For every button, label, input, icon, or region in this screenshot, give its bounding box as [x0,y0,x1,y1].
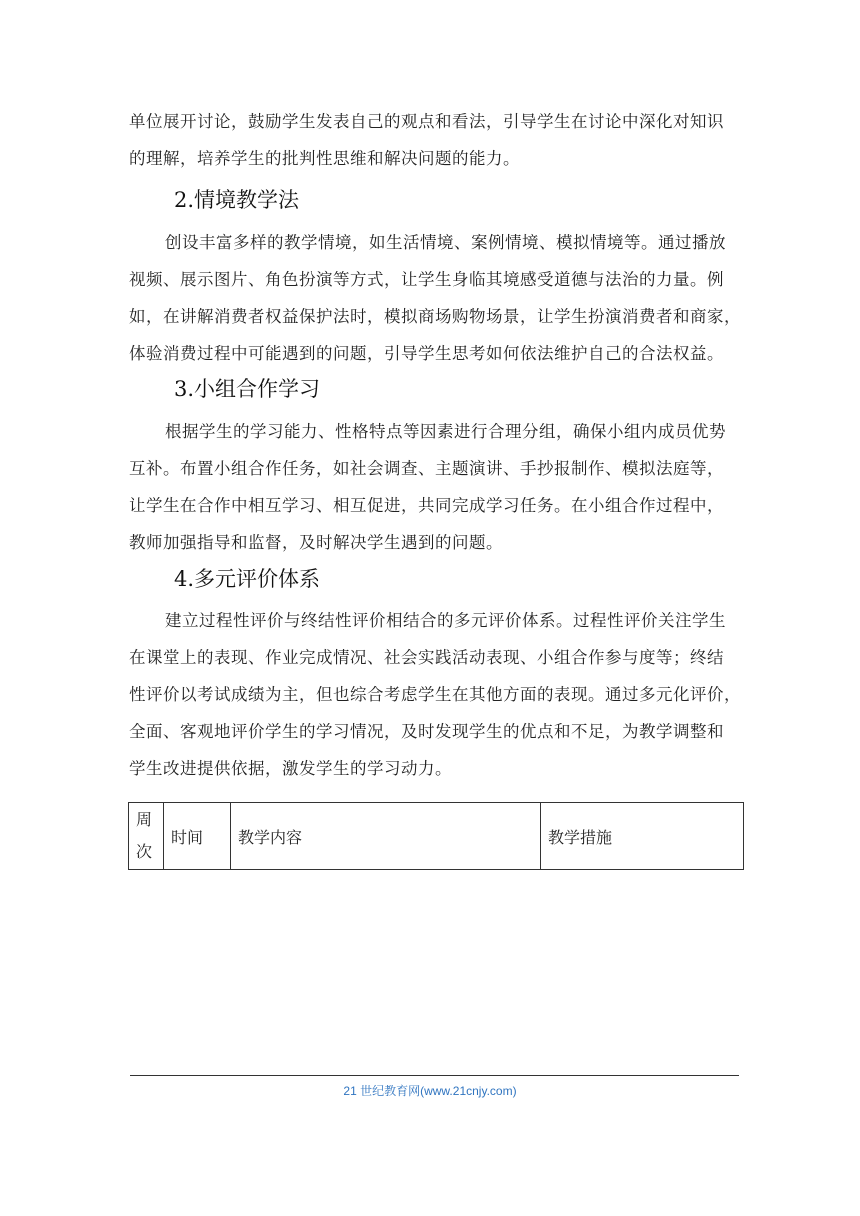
header-cell-time: 时间 [164,803,231,870]
header-cell-measures: 教学措施 [541,803,744,870]
header-week-line: 周 [136,810,153,829]
text-line: 根据学生的学习能力、性格特点等因素进行合理分组，确保小组内成员优势 [165,422,726,441]
section-heading-situational-teaching: 2.情境教学法 [174,188,300,212]
text-line: 体验消费过程中可能遇到的问题，引导学生思考如何依法维护自己的合法权益。 [129,344,724,363]
table-header-row [129,803,744,870]
section-heading-group-cooperation: 3.小组合作学习 [174,377,321,401]
text-line: 视频、展示图片、角色扮演等方式，让学生身临其境感受道德与法治的力量。例 [129,270,724,289]
text-line: 学生改进提供依据，激发学生的学习动力。 [129,759,452,778]
header-cell-week [129,803,164,870]
paragraph-discussion-continued [129,103,739,177]
text-line: 创设丰富多样的教学情境，如生活情境、案例情境、模拟情境等。通过播放 [165,233,726,252]
text-line: 的理解，培养学生的批判性思维和解决问题的能力。 [129,149,520,168]
text-line: 让学生在合作中相互学习、相互促进，共同完成学习任务。在小组合作过程中， [129,496,724,515]
text-line: 如，在讲解消费者权益保护法时，模拟商场购物场景，让学生扮演消费者和商家， [129,307,741,326]
header-week-line: 次 [136,842,153,861]
text-line: 互补。布置小组合作任务，如社会调查、主题演讲、手抄报制作、模拟法庭等， [129,459,724,478]
text-line: 在课堂上的表现、作业完成情况、社会实践活动表现、小组合作参与度等；终结 [129,648,724,667]
section-heading-evaluation-system: 4.多元评价体系 [174,567,321,591]
text-line: 性评价以考试成绩为主，但也综合考虑学生在其他方面的表现。通过多元化评价， [129,685,741,704]
text-line: 教师加强指导和监督，及时解决学生遇到的问题。 [129,533,503,552]
paragraph-group-cooperation [129,413,739,561]
text-line: 全面、客观地评价学生的学习情况，及时发现学生的优点和不足，为教学调整和 [129,722,724,741]
paragraph-situational-teaching [129,224,739,372]
text-line: 建立过程性评价与终结性评价相结合的多元评价体系。过程性评价关注学生 [165,611,726,630]
footer-source: 21 世纪教育网(www.21cnjy.com) [343,1084,517,1098]
paragraph-evaluation-system [129,602,739,787]
text-line: 单位展开讨论，鼓励学生发表自己的观点和看法，引导学生在讨论中深化对知识 [129,112,724,131]
header-cell-content: 教学内容 [231,803,541,870]
footer-divider [130,1075,739,1076]
teaching-schedule-table [128,802,744,870]
